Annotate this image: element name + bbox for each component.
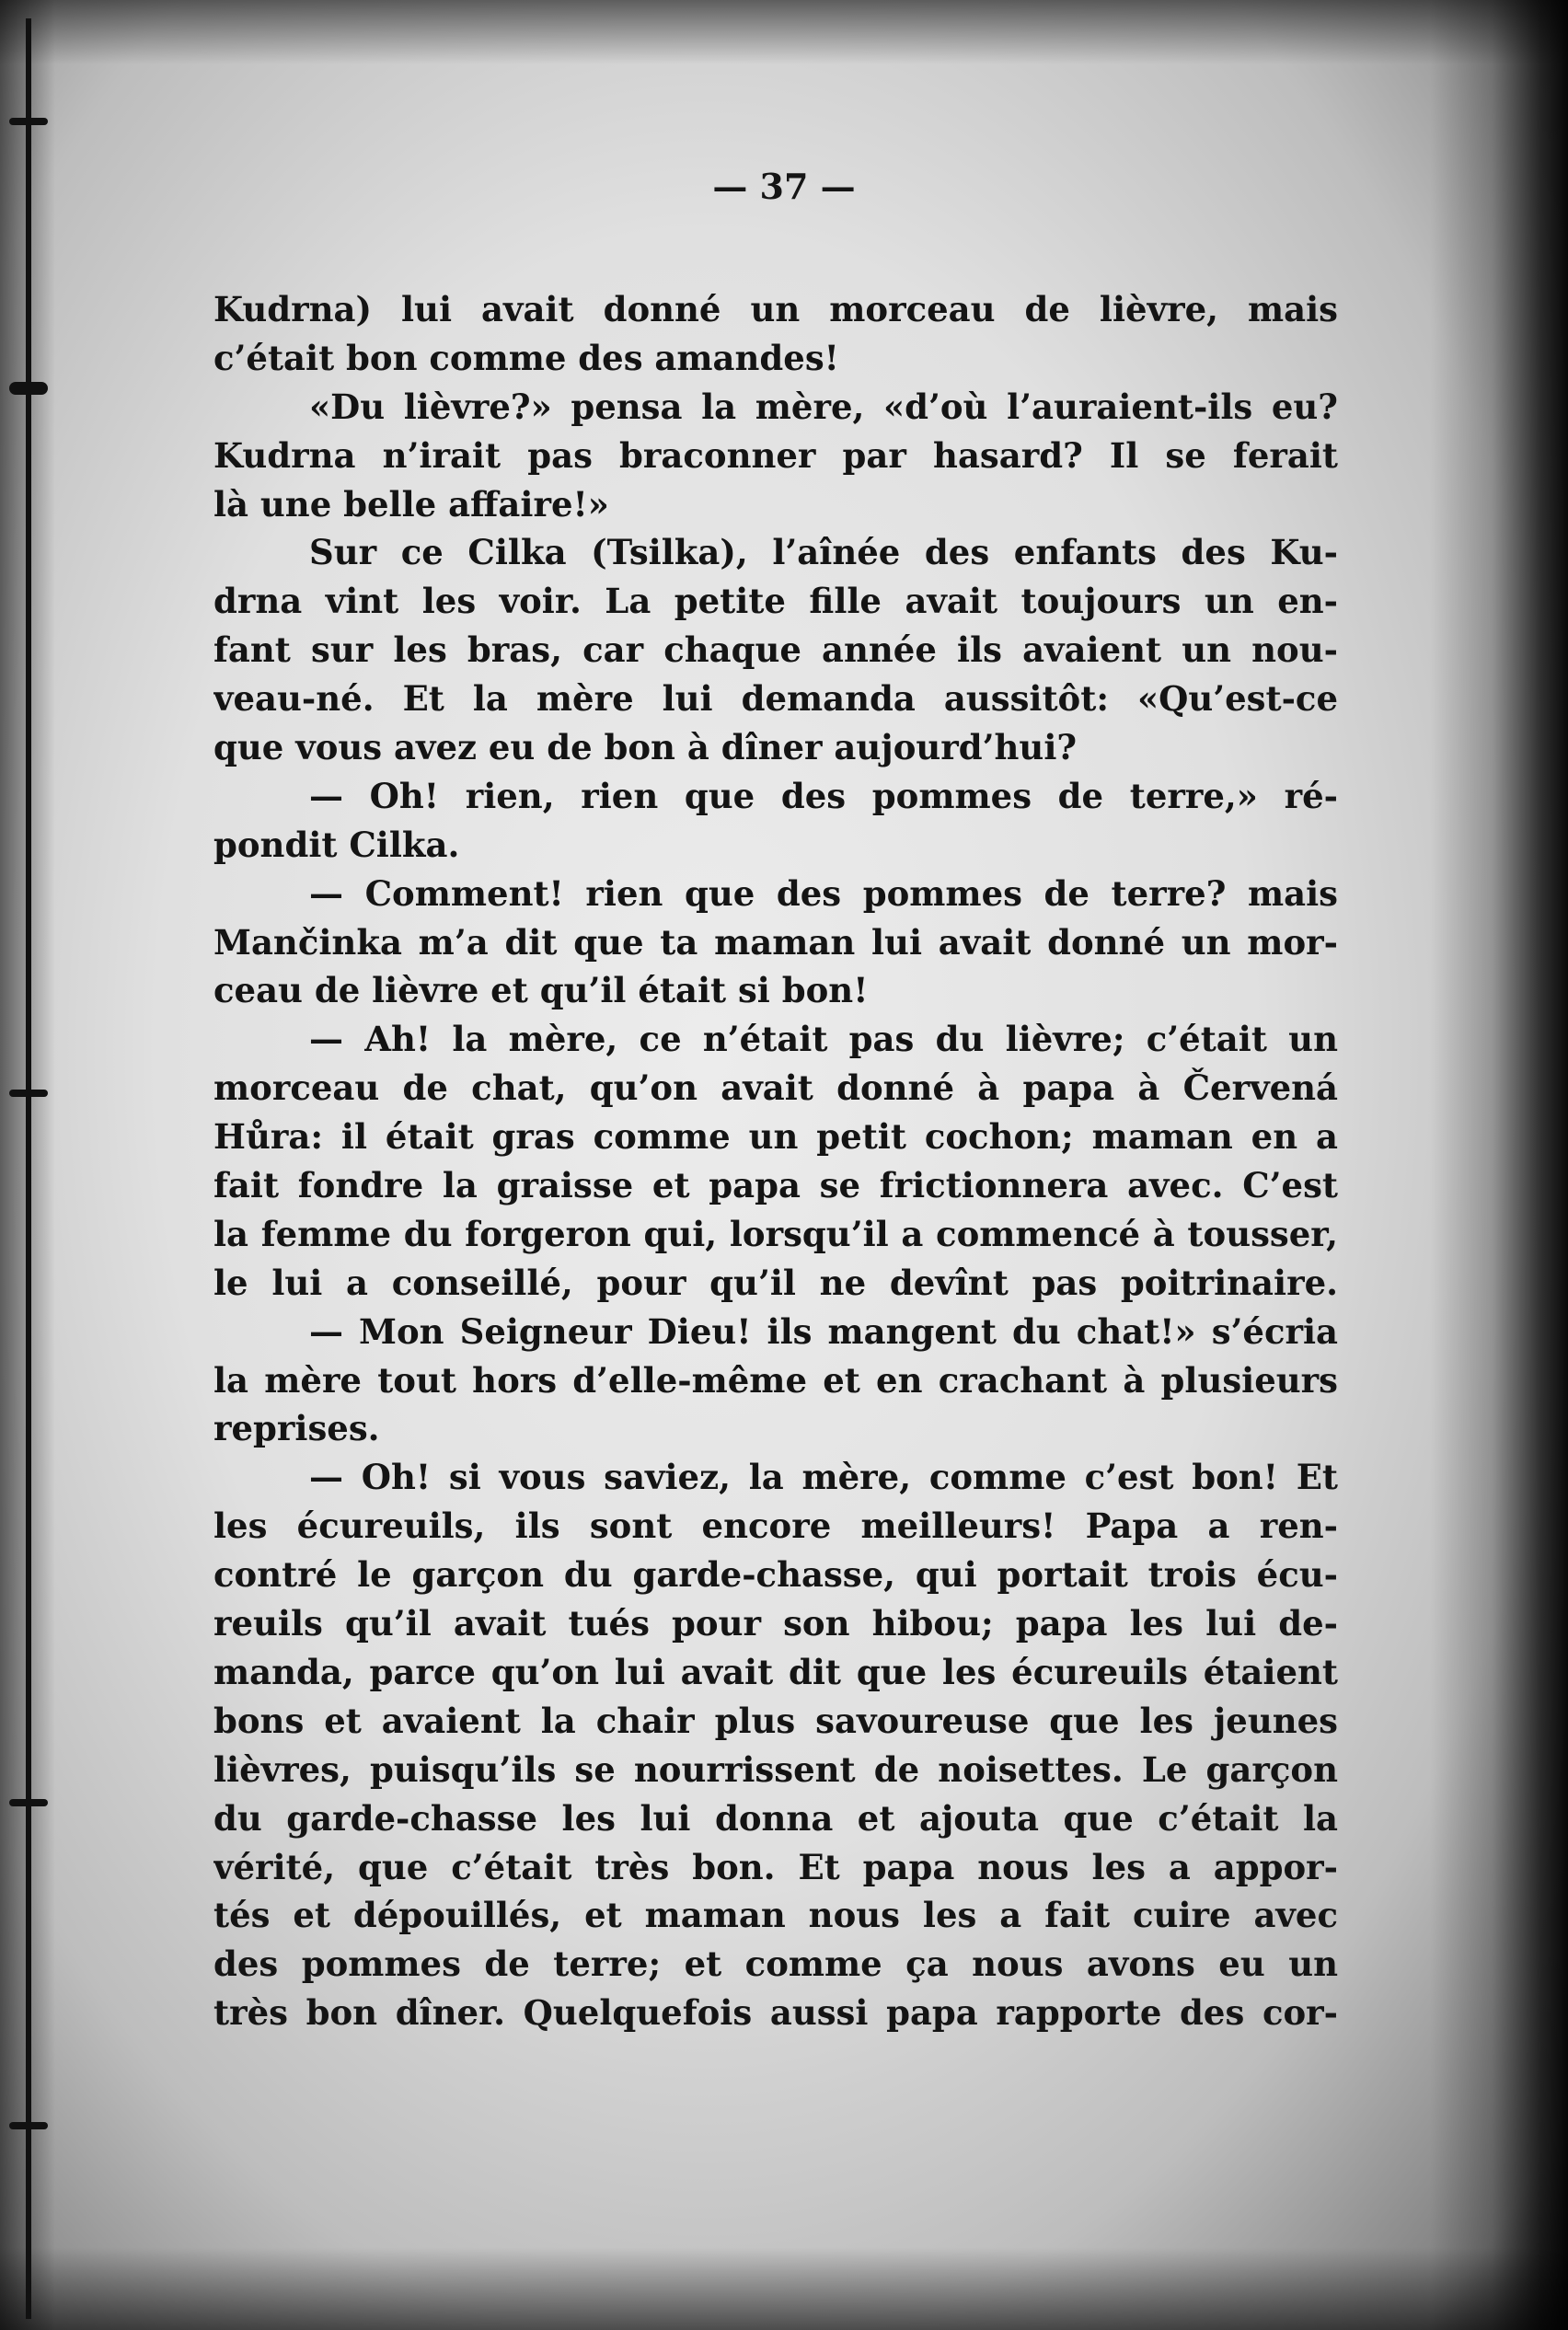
text-line: Hůra: il était gras comme un petit cochon; maman en a bbox=[213, 1116, 1338, 1158]
right-shadow bbox=[1430, 0, 1568, 2330]
text-line: reuils qu’il avait tués pour son hibou; papa les lui de- bbox=[213, 1603, 1338, 1644]
text-line: les écureuils, ils sont encore meilleurs! Papa a ren- bbox=[213, 1505, 1338, 1547]
text-line: — Oh! rien, rien que des pommes de terre,» ré- bbox=[309, 775, 1338, 816]
top-shadow bbox=[0, 0, 1568, 64]
text-line: Mančinka m’a dit que ta maman lui avait donné un mor- bbox=[213, 921, 1338, 963]
text-line: Sur ce Cilka (Tsilka), l’aînée des enfants des Ku- bbox=[309, 532, 1338, 573]
binding-stitch bbox=[9, 382, 48, 395]
text-line: drna vint les voir. La petite fille avait toujours un en- bbox=[213, 581, 1338, 622]
text-line: «Du lièvre?» pensa la mère, «d’où l’auraient-ils eu? bbox=[309, 386, 1338, 427]
text-line: là une belle affaire!» bbox=[213, 483, 609, 525]
text-line: la femme du forgeron qui, lorsqu’il a commencé à tousser, bbox=[213, 1213, 1338, 1254]
text-line: fant sur les bras, car chaque année ils avaient un nou- bbox=[213, 629, 1338, 671]
text-line: très bon dîner. Quelquefois aussi papa rapporte des cor- bbox=[213, 1992, 1338, 2034]
text-line: morceau de chat, qu’on avait donné à papa à Červená bbox=[213, 1067, 1338, 1109]
page-number: — 37 — bbox=[712, 166, 856, 207]
text-line: Kudrna n’irait pas braconner par hasard? Il se ferait bbox=[213, 434, 1338, 476]
text-line: — Oh! si vous saviez, la mère, comme c’est bon! Et bbox=[309, 1457, 1338, 1498]
text-line: lièvres, puisqu’ils se nourrissent de noisettes. Le garçon bbox=[213, 1748, 1338, 1790]
text-line: — Ah! la mère, ce n’était pas du lièvre; c’était un bbox=[309, 1019, 1338, 1060]
text-line: manda, parce qu’on lui avait dit que les écureuils étaient bbox=[213, 1651, 1338, 1692]
text-line: veau-né. Et la mère lui demanda aussitôt: «Qu’est-ce bbox=[213, 678, 1338, 720]
text-line: — Mon Seigneur Dieu! ils mangent du chat!» s’écria bbox=[309, 1310, 1338, 1352]
text-line: que vous avez eu de bon à dîner aujourd’hui? bbox=[213, 727, 1078, 768]
text-line: Kudrna) lui avait donné un morceau de lièvre, mais bbox=[213, 289, 1338, 329]
text-line: tés et dépouillés, et maman nous les a fait cuire avec bbox=[213, 1895, 1338, 1936]
bottom-shadow bbox=[0, 2247, 1568, 2330]
text-line: bons et avaient la chair plus savoureuse que les jeunes bbox=[213, 1700, 1338, 1741]
text-line: fait fondre la graisse et papa se frictionnera avec. C’est bbox=[213, 1165, 1338, 1206]
text-line: pondit Cilka. bbox=[213, 824, 460, 865]
body-text bbox=[213, 285, 1338, 2037]
text-line: du garde-chasse les lui donna et ajouta que c’était la bbox=[213, 1797, 1338, 1839]
text-line: — Comment! rien que des pommes de terre? mais bbox=[309, 872, 1338, 914]
binding-stitch bbox=[9, 2122, 48, 2129]
text-line: ceau de lièvre et qu’il était si bon! bbox=[213, 970, 869, 1011]
binding-stitch bbox=[9, 118, 48, 125]
text-line: c’était bon comme des amandes! bbox=[213, 337, 839, 378]
text-line: contré le garçon du garde-chasse, qui portait trois écu- bbox=[213, 1554, 1338, 1596]
text-line: reprises. bbox=[213, 1408, 380, 1449]
binding-thread bbox=[26, 18, 31, 2319]
text-line: la mère tout hors d’elle-même et en crachant à plusieurs bbox=[213, 1359, 1338, 1401]
text-line: le lui a conseillé, pour qu’il ne devînt pas poitrinaire. bbox=[213, 1262, 1338, 1303]
binding-stitch bbox=[9, 1090, 48, 1097]
text-line: vérité, que c’était très bon. Et papa nous les a appor- bbox=[213, 1846, 1338, 1887]
text-line: des pommes de terre; et comme ça nous avons eu un bbox=[213, 1944, 1338, 1985]
binding-stitch bbox=[9, 1799, 48, 1806]
